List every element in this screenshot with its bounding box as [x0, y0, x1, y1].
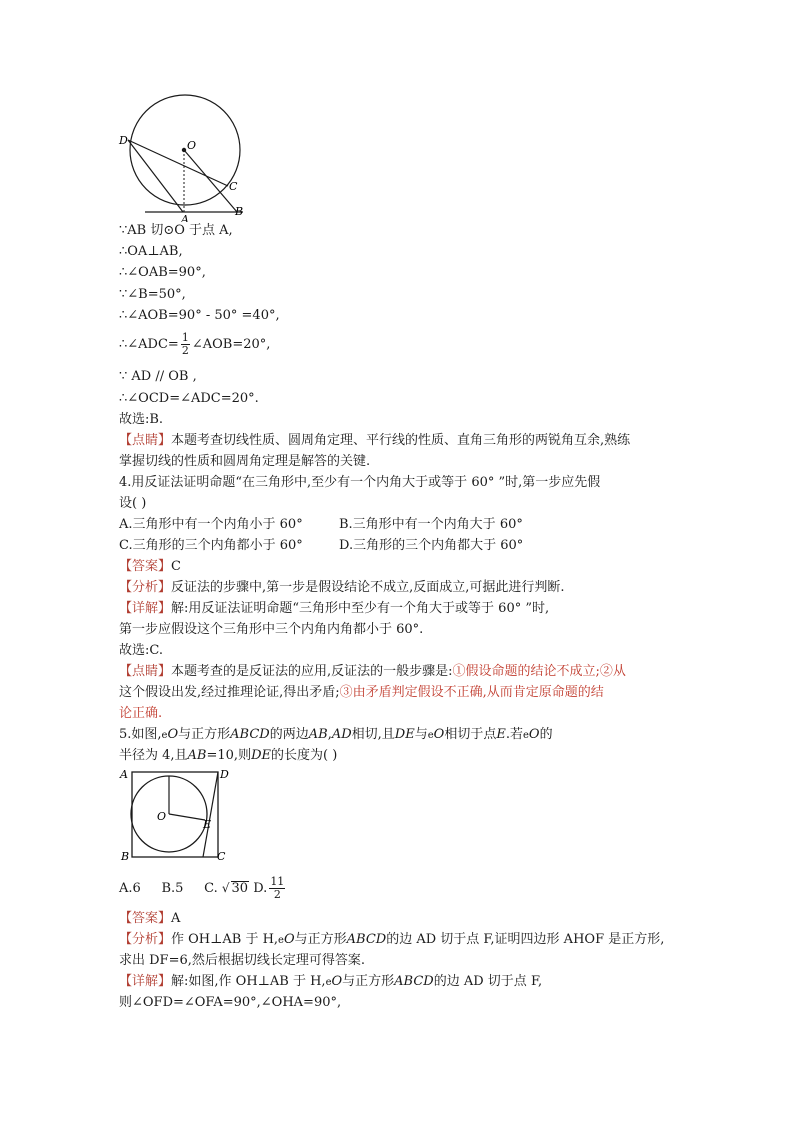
- fig1-label-B: B: [235, 205, 244, 218]
- q5-text: 与: [414, 727, 428, 742]
- question-5-stem: [119, 726, 553, 745]
- q5-option-a: A.6: [119, 881, 141, 896]
- detail-text: 的边 AD 切于点 F,: [433, 974, 543, 989]
- circle-symbol-e: e: [161, 730, 168, 741]
- circle-square-figure: [117, 764, 237, 866]
- comment-bracket: 【点睛】: [119, 433, 172, 448]
- fig1-label-D: D: [119, 134, 128, 147]
- side-AD: AD: [331, 727, 352, 742]
- comment-text: 本题考查的是反证法的应用,反证法的一般步骤是:: [171, 664, 453, 679]
- q5-text: 的长度为( ): [271, 748, 338, 763]
- analysis-text: 的边 AD 切于点 F,证明四边形 AHOF 是正方形,: [386, 932, 665, 947]
- fraction-denominator: 2: [273, 888, 281, 901]
- q5-option-d: D.: [253, 881, 268, 896]
- circle-tangent-figure: [115, 92, 255, 222]
- answer-select-b: 故选:B.: [119, 412, 164, 427]
- detail-bracket: 【详解】: [119, 601, 172, 616]
- segment-DE: DE: [251, 748, 271, 763]
- circle-O: O: [331, 974, 343, 989]
- question-4-stem: 4.用反证法证明命题“在三角形中,至少有一个内角大于或等于 60° ”时,第一步应先假: [119, 475, 601, 490]
- fig2-label-C: C: [217, 850, 226, 863]
- detail-text: 解:用反证法证明命题“三角形中至少有一个角大于或等于 60° ”时,: [171, 601, 550, 616]
- q5-option-b: B.5: [161, 881, 184, 896]
- circle-symbol-e: e: [278, 935, 284, 946]
- sqrt-value: 30: [231, 881, 249, 896]
- q5-options: [119, 873, 287, 904]
- sqrt-symbol: √: [221, 881, 230, 895]
- fraction-numerator: 1: [181, 331, 189, 344]
- question-5-stem-2: [119, 747, 337, 765]
- question-4-options-row-1: [119, 516, 523, 534]
- square-ABCD: ABCD: [230, 727, 270, 742]
- q4-option-a: A.三角形中有一个内角小于 60°: [119, 517, 303, 532]
- fig1-label-O: O: [187, 139, 197, 152]
- segment-DE: DE: [394, 727, 415, 742]
- analysis-text: 反证法的步骤中,第一步是假设结论不成立,反面成立,可据此进行判断.: [171, 580, 565, 595]
- square-ABCD: ABCD: [346, 932, 387, 947]
- fraction-numerator: 11: [270, 875, 285, 888]
- circle-O: O: [528, 727, 540, 742]
- circle-symbol-e: e: [522, 730, 529, 741]
- detail-text: 与正方形: [342, 974, 395, 989]
- proof-line-8: ∴∠OCD=∠ADC=20°.: [119, 391, 259, 406]
- fig2-label-B: B: [121, 850, 130, 863]
- comment-bracket: 【点睛】: [119, 664, 172, 679]
- comment-red-text-2: ③由矛盾判定假设不正确,从而肯定原命题的结: [339, 685, 604, 700]
- circle-symbol-e: e: [325, 977, 332, 988]
- point-E: E: [496, 727, 506, 742]
- q4-comment-3: 论正确.: [119, 706, 163, 721]
- q5-analysis: [119, 931, 664, 950]
- q4-option-b: B.三角形中有一个内角大于 60°: [339, 517, 523, 532]
- q4-option-c: C.三角形的三个内角都小于 60°: [119, 538, 303, 553]
- q5-text: 相切,且: [351, 727, 395, 742]
- q5-detail: [119, 973, 542, 992]
- proof-line-7: ∵ AD // OB ,: [119, 369, 197, 384]
- analysis-text: 作 OH⊥AB 于 H,: [171, 932, 279, 947]
- side-AB: AB: [187, 748, 207, 763]
- analysis-bracket: 【分析】: [119, 932, 172, 947]
- q5-detail-2: 则∠OFD=∠OFA=90°,∠OHA=90°,: [119, 995, 342, 1010]
- circle-O: O: [433, 727, 445, 742]
- q5-text: =10,则: [206, 748, 252, 763]
- q5-text: 的两边: [269, 727, 309, 742]
- fig2-label-A: A: [120, 768, 128, 781]
- proof-line-5: ∴∠AOB=90° - 50° =40°,: [119, 308, 280, 323]
- proof-line-2: ∴OA⊥AB,: [119, 244, 183, 259]
- detail-bracket: 【详解】: [119, 974, 172, 989]
- fraction-denominator: 2: [181, 344, 189, 357]
- q4-answer: [119, 558, 181, 576]
- q4-option-d: D.三角形的三个内角都大于 60°: [339, 538, 524, 553]
- analysis-text: 与正方形: [294, 932, 347, 947]
- question-4-options-row-2: [119, 537, 523, 555]
- square-ABCD: ABCD: [394, 974, 434, 989]
- q4-comment-2: [119, 684, 604, 702]
- comment-line-1: [119, 432, 630, 450]
- q5-text: 的: [539, 727, 553, 742]
- circle-O: O: [283, 932, 295, 947]
- q5-text: 相切于点: [444, 727, 497, 742]
- side-AB: AB: [308, 727, 328, 742]
- answer-bracket: 【答案】: [119, 559, 172, 574]
- q5-option-c: C.: [204, 881, 218, 896]
- fraction-one-half: [181, 332, 190, 357]
- q5-analysis-2: 求出 DF=6,然后根据切线长定理可得答案.: [119, 953, 366, 968]
- comment-red-text: ①假设命题的结论不成立;②从: [452, 664, 626, 679]
- q4-select: 故选:C.: [119, 643, 163, 658]
- fig2-label-D: D: [220, 768, 229, 781]
- comment-text: 本题考查切线性质、圆周角定理、平行线的性质、直角三角形的两锐角互余,熟练: [171, 433, 631, 448]
- proof-line-6-prefix: ∴∠ADC=: [119, 337, 179, 352]
- fig1-label-A: A: [181, 213, 189, 222]
- q4-detail: [119, 600, 549, 618]
- comment-line-2: 掌握切线的性质和圆周角定理是解答的关键.: [119, 454, 371, 469]
- q5-text: .若: [505, 727, 523, 742]
- q4-comment: [119, 663, 626, 681]
- answer-bracket: 【答案】: [119, 911, 172, 926]
- q4-detail-2: 第一步应假设这个三角形中三个内角内角都小于 60°.: [119, 622, 424, 637]
- fig2-label-O: O: [157, 810, 167, 823]
- q5-answer: [119, 910, 180, 928]
- fig1-label-C: C: [229, 180, 238, 193]
- q5-text: ,: [327, 727, 332, 742]
- proof-line-3: ∴∠OAB=90°,: [119, 265, 206, 280]
- comment-text-2: 这个假设出发,经过推理论证,得出矛盾;: [119, 685, 340, 700]
- answer-value: A: [171, 911, 181, 926]
- question-4-stem-2: 设( ): [119, 496, 147, 511]
- proof-line-1: ∵AB 切⊙O 于点 A,: [119, 223, 233, 238]
- proof-line-4: ∵∠B=50°,: [119, 287, 186, 302]
- detail-text: 解:如图,作 OH⊥AB 于 H,: [171, 974, 326, 989]
- q4-analysis: [119, 579, 565, 597]
- fraction-eleven-halves: [269, 876, 285, 901]
- q5-text: 半径为 4,且: [119, 748, 188, 763]
- proof-line-6: [119, 330, 270, 360]
- q5-text: 与正方形: [178, 727, 231, 742]
- analysis-bracket: 【分析】: [119, 580, 172, 595]
- q5-text: 5.如图,: [119, 727, 162, 742]
- fig2-label-E: E: [203, 818, 212, 831]
- proof-line-6-suffix: ∠AOB=20°,: [191, 337, 271, 352]
- answer-value: C: [171, 559, 181, 574]
- circle-symbol-e: e: [427, 730, 434, 741]
- circle-O: O: [167, 727, 179, 742]
